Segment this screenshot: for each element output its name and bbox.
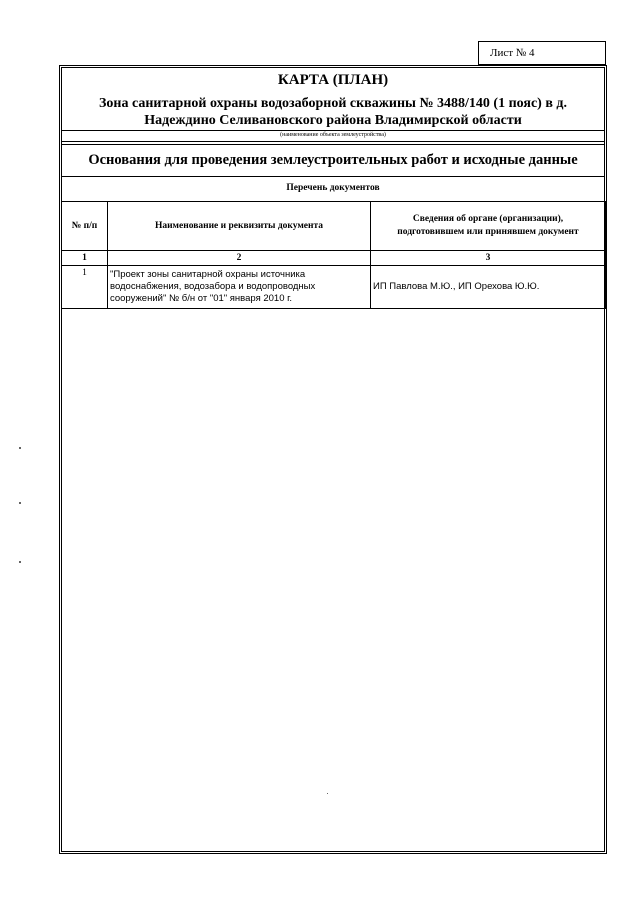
- column-number-row: [62, 251, 606, 266]
- object-caption: (наименование объекта землеустройства): [280, 132, 386, 138]
- section-title: Основания для проведения землеустроительных работ и исходные данные: [88, 152, 578, 168]
- scan-speck: [19, 502, 21, 504]
- column-header-num: № п/п: [62, 202, 108, 251]
- documents-table: [61, 201, 606, 309]
- column-number-3: 3: [371, 251, 606, 266]
- section-top-divider: [61, 141, 605, 142]
- table-header-row: [62, 202, 606, 251]
- scan-speck: [19, 447, 21, 449]
- document-title: КАРТА (ПЛАН): [277, 72, 389, 88]
- sheet-number-box: [478, 41, 606, 65]
- section-bottom-divider: [61, 176, 605, 177]
- row-document: [108, 266, 371, 309]
- column-header-doc: Наименование и реквизиты документа: [108, 202, 371, 251]
- column-header-org-line-1: Сведения об органе (организации),: [412, 214, 564, 224]
- subtitle-line-1: Зона санитарной охраны водозаборной скважины № 3488/140 (1 пояс) в д.: [99, 96, 567, 111]
- column-number-1: 1: [62, 251, 108, 266]
- documents-list-title: Перечень документов: [286, 183, 380, 193]
- row-num: 1: [62, 266, 108, 309]
- row-document-line-3: сооружений" № б/н от "01" января 2010 г.: [110, 293, 293, 304]
- sheet-number-label: Лист № 4: [490, 47, 535, 59]
- row-organization: ИП Павлова М.Ю., ИП Орехова Ю.Ю.: [371, 266, 606, 309]
- row-document-line-2: водоснабжения, водозабора и водопроводных: [110, 281, 316, 292]
- row-document-line-1: "Проект зоны санитарной охраны источника: [110, 269, 306, 280]
- scan-speck: [327, 793, 328, 794]
- column-header-org-line-2: подготовившем или принявшем документ: [397, 227, 579, 237]
- column-number-2: 2: [108, 251, 371, 266]
- column-header-org: [371, 202, 606, 251]
- document-subtitle: [66, 95, 600, 129]
- table-row: [62, 266, 606, 309]
- subtitle-line-2: Надеждино Селивановского района Владимирской области: [144, 113, 522, 128]
- section-top-divider-double: [61, 144, 605, 145]
- scan-speck: [19, 561, 21, 563]
